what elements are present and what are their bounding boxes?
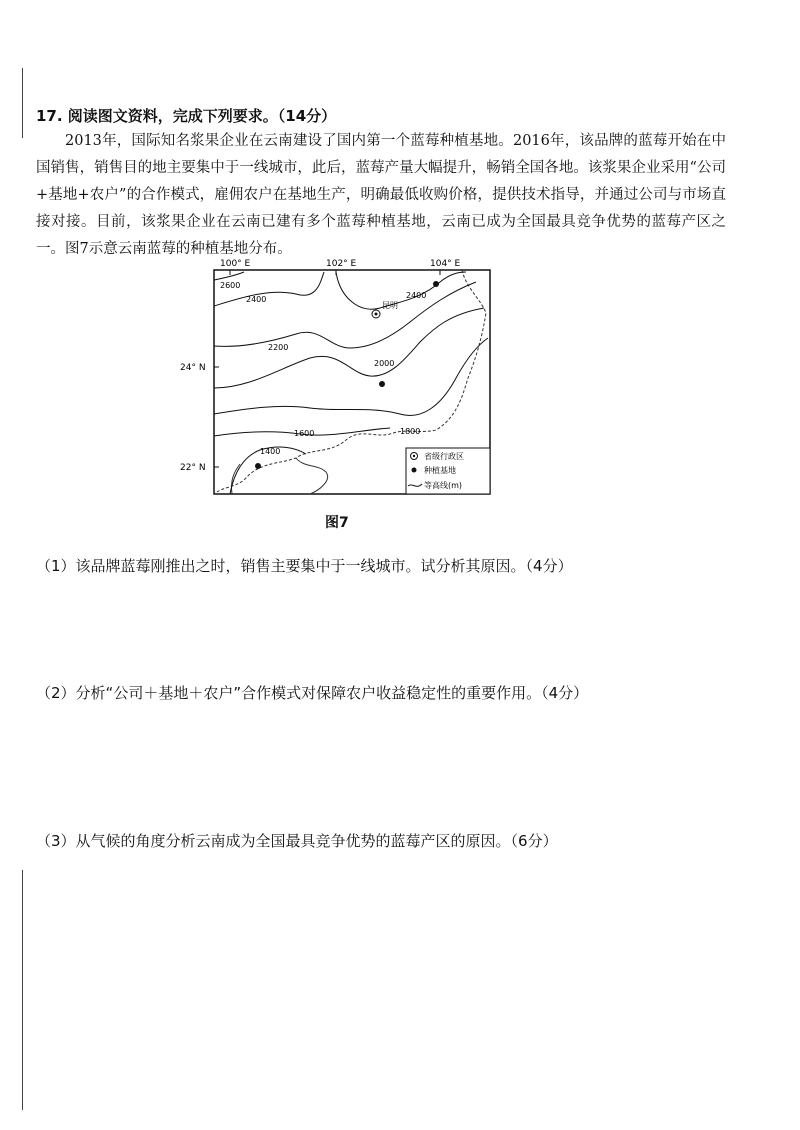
contour-label-2600: 2600: [220, 281, 241, 290]
sub-question-1: （1）该品牌蓝莓刚推出之时，销售主要集中于一线城市。试分析其原因。（4分）: [36, 557, 573, 575]
border-segment-1: [296, 458, 328, 494]
legend-contour-label: 等高线(m): [424, 481, 463, 490]
contour-label-1800: 1800: [400, 427, 421, 436]
planting-base-3: [255, 463, 261, 469]
legend-base-label: 种植基地: [424, 466, 456, 475]
contour-label-2400-east: 2400: [406, 291, 427, 300]
legend-capital-label: 省级行政区: [424, 452, 464, 461]
lat-label-24: 24° N: [180, 363, 206, 373]
contour-label-1600: 1600: [294, 429, 315, 438]
planting-base-1: [433, 281, 439, 287]
figure-7-map: [180, 258, 500, 498]
kunming-label: 昆明: [382, 301, 398, 310]
contour-label-2400-west: 2400: [246, 295, 267, 304]
lon-label-104: 104° E: [430, 259, 461, 269]
contour-label-2200: 2200: [268, 343, 289, 352]
contour-2600: [214, 272, 244, 280]
margin-line-bottom: [22, 870, 23, 1110]
contour-2400-east: [336, 272, 466, 309]
sub-question-2: （2）分析“公司＋基地＋农户”合作模式对保障农户收益稳定性的重要作用。（4分）: [36, 684, 589, 702]
planting-base-2: [379, 381, 385, 387]
sub-question-3: （3）从气候的角度分析云南成为全国最具竞争优势的蓝莓产区的原因。（6分）: [36, 832, 558, 850]
lon-label-100: 100° E: [220, 259, 251, 269]
legend-base-icon: [412, 468, 417, 473]
lat-label-22: 22° N: [180, 463, 206, 473]
contour-label-2000: 2000: [374, 359, 395, 368]
map-svg: [180, 258, 500, 498]
question-paragraph: [36, 128, 726, 263]
question-heading: 17. 阅读图文资料，完成下列要求。（14分）: [36, 107, 337, 125]
contour-1800: [214, 338, 488, 416]
paragraph-text: 2013年，国际知名浆果企业在云南建设了国内第一个蓝莓种植基地。2016年，该品牌的蓝莓开始在中国销售，销售目的地主要集中于一线城市，此后，蓝莓产量大幅提升，畅销全国各地。该浆果企业采用“公司+基地+农户”的合作模式，雇佣农户在基地生产，明确最低收购价格，提供技术指导，并通过公司与市场直接对接。目前，该浆果企业在云南已建有多个蓝莓种植基地，云南已成为全国最具竞争优势的蓝莓产区之一。图7示意云南蓝莓的种植基地分布。: [36, 133, 726, 257]
lon-label-102: 102° E: [326, 259, 357, 269]
margin-line-top: [22, 68, 23, 138]
figure-caption: 图7: [325, 515, 349, 531]
contour-label-1400: 1400: [260, 447, 281, 456]
contour-2200: [214, 282, 476, 348]
kunming-marker-center: [375, 313, 378, 316]
